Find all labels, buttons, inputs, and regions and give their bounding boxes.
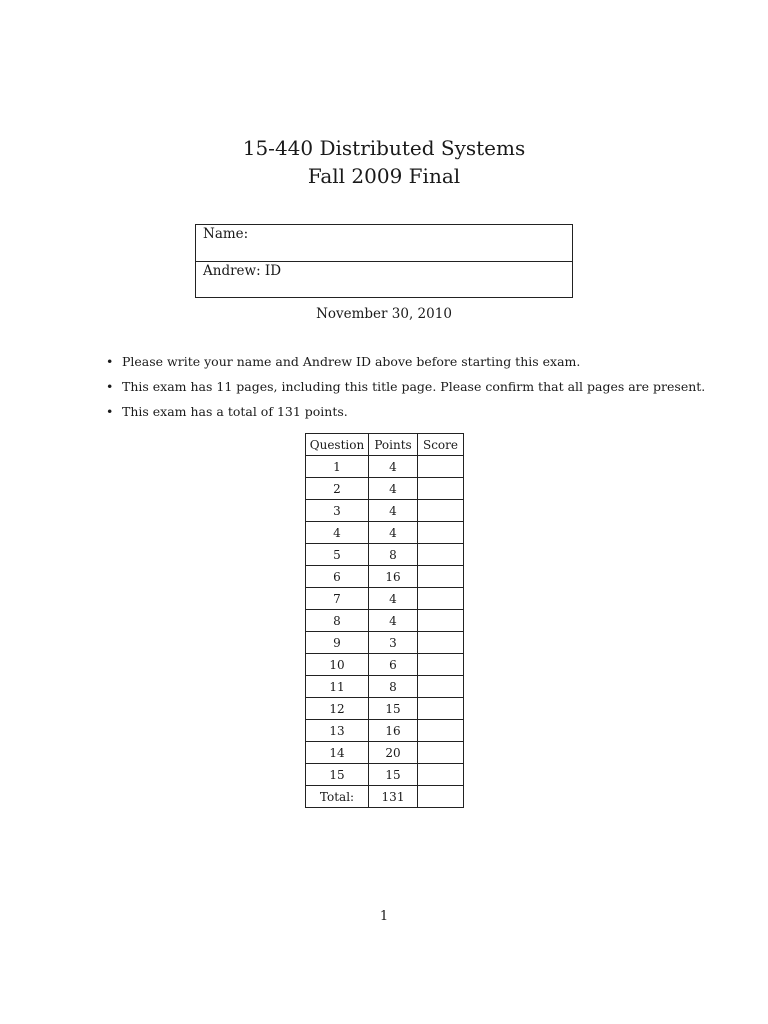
exam-title: Fall 2009 Final xyxy=(307,164,461,188)
table-row xyxy=(306,566,464,588)
bullet-icon: • xyxy=(106,354,114,369)
question-cell: 14 xyxy=(306,742,369,764)
score-cell[interactable] xyxy=(418,764,464,786)
bullet-icon: • xyxy=(106,379,114,394)
score-cell[interactable] xyxy=(418,632,464,654)
points-cell: 4 xyxy=(369,610,418,632)
score-cell[interactable] xyxy=(418,522,464,544)
question-cell: 12 xyxy=(306,698,369,720)
points-cell: 20 xyxy=(369,742,418,764)
question-cell: 11 xyxy=(306,676,369,698)
score-cell[interactable] xyxy=(418,456,464,478)
points-cell: 8 xyxy=(369,544,418,566)
andrew-id-field[interactable] xyxy=(196,261,572,297)
table-row xyxy=(306,654,464,676)
score-table-body xyxy=(306,456,464,786)
question-cell: 7 xyxy=(306,588,369,610)
table-row xyxy=(306,610,464,632)
points-cell: 4 xyxy=(369,456,418,478)
table-row xyxy=(306,698,464,720)
question-cell: 10 xyxy=(306,654,369,676)
question-cell: 9 xyxy=(306,632,369,654)
question-cell: 13 xyxy=(306,720,369,742)
instructions-list xyxy=(106,353,705,428)
course-title: 15-440 Distributed Systems xyxy=(242,136,526,160)
question-cell: 4 xyxy=(306,522,369,544)
points-cell: 8 xyxy=(369,676,418,698)
score-table xyxy=(305,433,464,808)
points-cell: 4 xyxy=(369,478,418,500)
total-points: 131 xyxy=(369,786,418,808)
instruction-item xyxy=(106,353,705,378)
instruction-item xyxy=(106,378,705,403)
table-row xyxy=(306,544,464,566)
bullet-icon: • xyxy=(106,404,114,419)
table-row xyxy=(306,676,464,698)
question-cell: 2 xyxy=(306,478,369,500)
score-cell[interactable] xyxy=(418,566,464,588)
table-row xyxy=(306,456,464,478)
score-cell[interactable] xyxy=(418,698,464,720)
score-cell[interactable] xyxy=(418,654,464,676)
table-header-row xyxy=(306,434,464,456)
instruction-item xyxy=(106,403,705,428)
question-cell: 8 xyxy=(306,610,369,632)
instruction-text: Please write your name and Andrew ID above before starting this exam. xyxy=(122,354,581,369)
student-id-box xyxy=(195,224,573,298)
table-row xyxy=(306,720,464,742)
question-cell: 5 xyxy=(306,544,369,566)
table-row xyxy=(306,500,464,522)
question-cell: 6 xyxy=(306,566,369,588)
total-row xyxy=(306,786,464,808)
total-label: Total: xyxy=(306,786,369,808)
table-row xyxy=(306,632,464,654)
andrew-id-label: Andrew: ID xyxy=(203,263,282,279)
question-cell: 1 xyxy=(306,456,369,478)
score-cell[interactable] xyxy=(418,676,464,698)
points-cell: 16 xyxy=(369,720,418,742)
table-row xyxy=(306,742,464,764)
total-score-cell[interactable] xyxy=(418,786,464,808)
table-row xyxy=(306,764,464,786)
instruction-text: This exam has a total of 131 points. xyxy=(122,404,348,419)
table-row xyxy=(306,588,464,610)
score-cell[interactable] xyxy=(418,720,464,742)
table-row xyxy=(306,478,464,500)
table-row xyxy=(306,522,464,544)
page-number: 1 xyxy=(379,909,389,924)
points-cell: 15 xyxy=(369,698,418,720)
score-cell[interactable] xyxy=(418,478,464,500)
instruction-text: This exam has 11 pages, including this title page. Please confirm that all pages are present. xyxy=(122,379,706,394)
points-cell: 4 xyxy=(369,588,418,610)
exam-title-block xyxy=(0,134,768,190)
points-header: Points xyxy=(369,434,418,456)
points-cell: 3 xyxy=(369,632,418,654)
score-header: Score xyxy=(418,434,464,456)
exam-date: November 30, 2010 xyxy=(316,306,452,322)
score-cell[interactable] xyxy=(418,588,464,610)
question-header: Question xyxy=(306,434,369,456)
question-cell: 3 xyxy=(306,500,369,522)
question-cell: 15 xyxy=(306,764,369,786)
points-cell: 4 xyxy=(369,500,418,522)
score-cell[interactable] xyxy=(418,500,464,522)
points-cell: 6 xyxy=(369,654,418,676)
score-cell[interactable] xyxy=(418,610,464,632)
points-cell: 16 xyxy=(369,566,418,588)
points-cell: 4 xyxy=(369,522,418,544)
score-cell[interactable] xyxy=(418,742,464,764)
name-field[interactable] xyxy=(196,225,572,261)
score-cell[interactable] xyxy=(418,544,464,566)
points-cell: 15 xyxy=(369,764,418,786)
name-label: Name: xyxy=(203,226,249,242)
